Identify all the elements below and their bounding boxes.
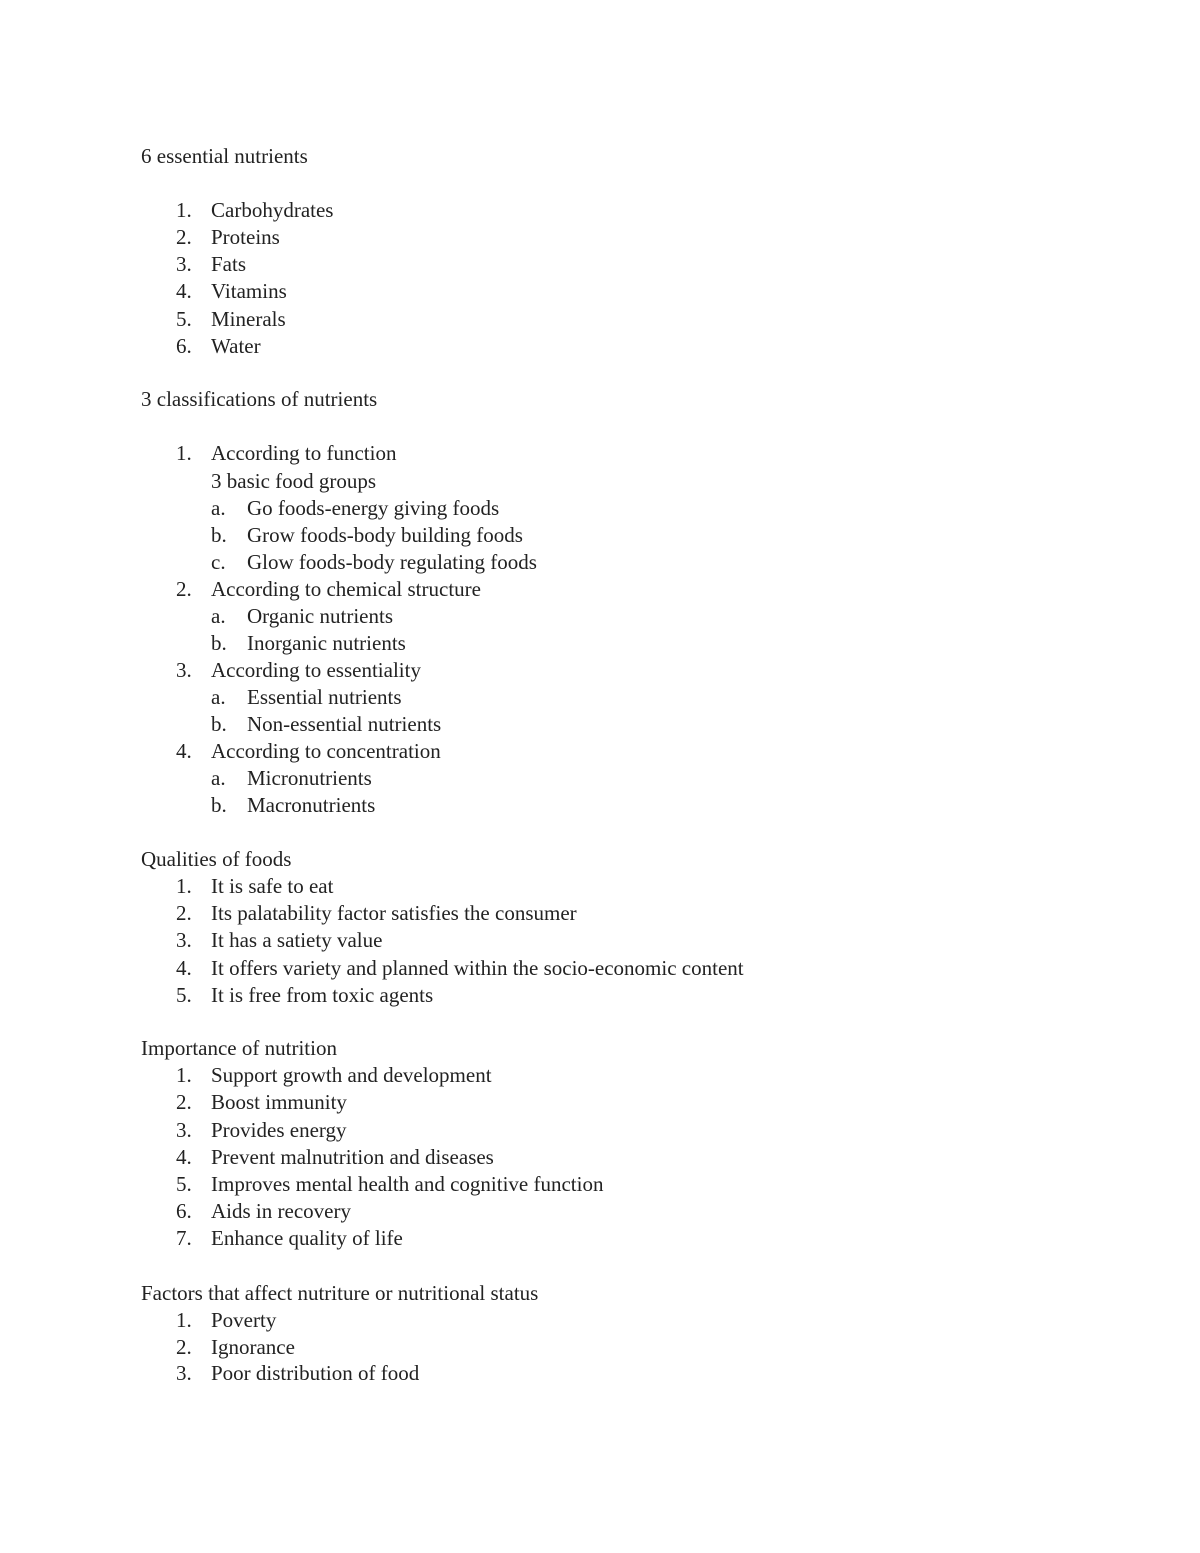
section-heading-classifications: 3 classifications of nutrients bbox=[141, 387, 378, 411]
list-item: Boost immunity bbox=[211, 1090, 347, 1114]
list-item: Ignorance bbox=[211, 1335, 295, 1359]
sub-list-letter: b. bbox=[211, 631, 227, 655]
sub-list-letter: a. bbox=[211, 685, 226, 709]
list-number: 3. bbox=[176, 252, 192, 276]
sub-list-letter: a. bbox=[211, 496, 226, 520]
sub-list-letter: a. bbox=[211, 604, 226, 628]
sub-list-item: Non-essential nutrients bbox=[247, 712, 442, 736]
list-item: It offers variety and planned within the socio-economic content bbox=[211, 956, 744, 980]
sub-list-item: Grow foods-body building foods bbox=[247, 523, 523, 547]
list-number: 4. bbox=[176, 279, 192, 303]
list-number: 3. bbox=[176, 928, 192, 952]
sub-list-item: Organic nutrients bbox=[247, 604, 393, 628]
section-heading-nutrients: 6 essential nutrients bbox=[141, 144, 308, 168]
list-number: 5. bbox=[176, 1172, 192, 1196]
list-number: 4. bbox=[176, 739, 192, 763]
section-heading-importance: Importance of nutrition bbox=[141, 1036, 337, 1060]
sub-list-item: Inorganic nutrients bbox=[247, 631, 406, 655]
sub-list-letter: c. bbox=[211, 550, 226, 574]
section-heading-factors: Factors that affect nutriture or nutritional status bbox=[141, 1281, 539, 1305]
list-item: Its palatability factor satisfies the consumer bbox=[211, 901, 577, 925]
sub-list-item: Macronutrients bbox=[247, 793, 376, 817]
list-number: 1. bbox=[176, 1308, 192, 1332]
list-item: Improves mental health and cognitive function bbox=[211, 1172, 604, 1196]
list-number: 6. bbox=[176, 1199, 192, 1223]
sub-list-item: Micronutrients bbox=[247, 766, 372, 790]
list-number: 2. bbox=[176, 1090, 192, 1114]
list-item: According to essentiality bbox=[211, 658, 421, 682]
list-number: 5. bbox=[176, 307, 192, 331]
list-subheading: 3 basic food groups bbox=[211, 469, 377, 493]
list-item: Aids in recovery bbox=[211, 1199, 351, 1223]
list-item: Provides energy bbox=[211, 1118, 347, 1142]
list-item: Water bbox=[211, 334, 261, 358]
list-item: Support growth and development bbox=[211, 1063, 492, 1087]
list-number: 2. bbox=[176, 225, 192, 249]
list-number: 2. bbox=[176, 901, 192, 925]
sub-list-letter: b. bbox=[211, 712, 227, 736]
list-item: Fats bbox=[211, 252, 247, 276]
list-number: 2. bbox=[176, 1335, 192, 1359]
sub-list-item: Glow foods-body regulating foods bbox=[247, 550, 537, 574]
sub-list-letter: a. bbox=[211, 766, 226, 790]
list-number: 1. bbox=[176, 874, 192, 898]
list-item: It is free from toxic agents bbox=[211, 983, 434, 1007]
list-number: 1. bbox=[176, 1063, 192, 1087]
list-item: It is safe to eat bbox=[211, 874, 334, 898]
list-item: Carbohydrates bbox=[211, 198, 334, 222]
section-heading-qualities: Qualities of foods bbox=[141, 847, 292, 871]
list-number: 1. bbox=[176, 441, 192, 465]
list-number: 3. bbox=[176, 658, 192, 682]
list-item: According to concentration bbox=[211, 739, 441, 763]
list-number: 3. bbox=[176, 1361, 192, 1385]
list-item: According to chemical structure bbox=[211, 577, 481, 601]
sub-list-item: Essential nutrients bbox=[247, 685, 402, 709]
list-item: Poverty bbox=[211, 1308, 277, 1332]
list-number: 1. bbox=[176, 198, 192, 222]
list-number: 5. bbox=[176, 983, 192, 1007]
list-item: According to function bbox=[211, 441, 397, 465]
sub-list-letter: b. bbox=[211, 523, 227, 547]
list-item: Poor distribution of food bbox=[211, 1361, 420, 1385]
list-item: Enhance quality of life bbox=[211, 1226, 403, 1250]
list-number: 2. bbox=[176, 577, 192, 601]
list-number: 4. bbox=[176, 1145, 192, 1169]
list-item: Vitamins bbox=[211, 279, 287, 303]
list-item: Prevent malnutrition and diseases bbox=[211, 1145, 494, 1169]
list-number: 7. bbox=[176, 1226, 192, 1250]
sub-list-item: Go foods-energy giving foods bbox=[247, 496, 500, 520]
list-item: Proteins bbox=[211, 225, 280, 249]
list-item: Minerals bbox=[211, 307, 286, 331]
list-item: It has a satiety value bbox=[211, 928, 383, 952]
sub-list-letter: b. bbox=[211, 793, 227, 817]
list-number: 6. bbox=[176, 334, 192, 358]
list-number: 3. bbox=[176, 1118, 192, 1142]
list-number: 4. bbox=[176, 956, 192, 980]
